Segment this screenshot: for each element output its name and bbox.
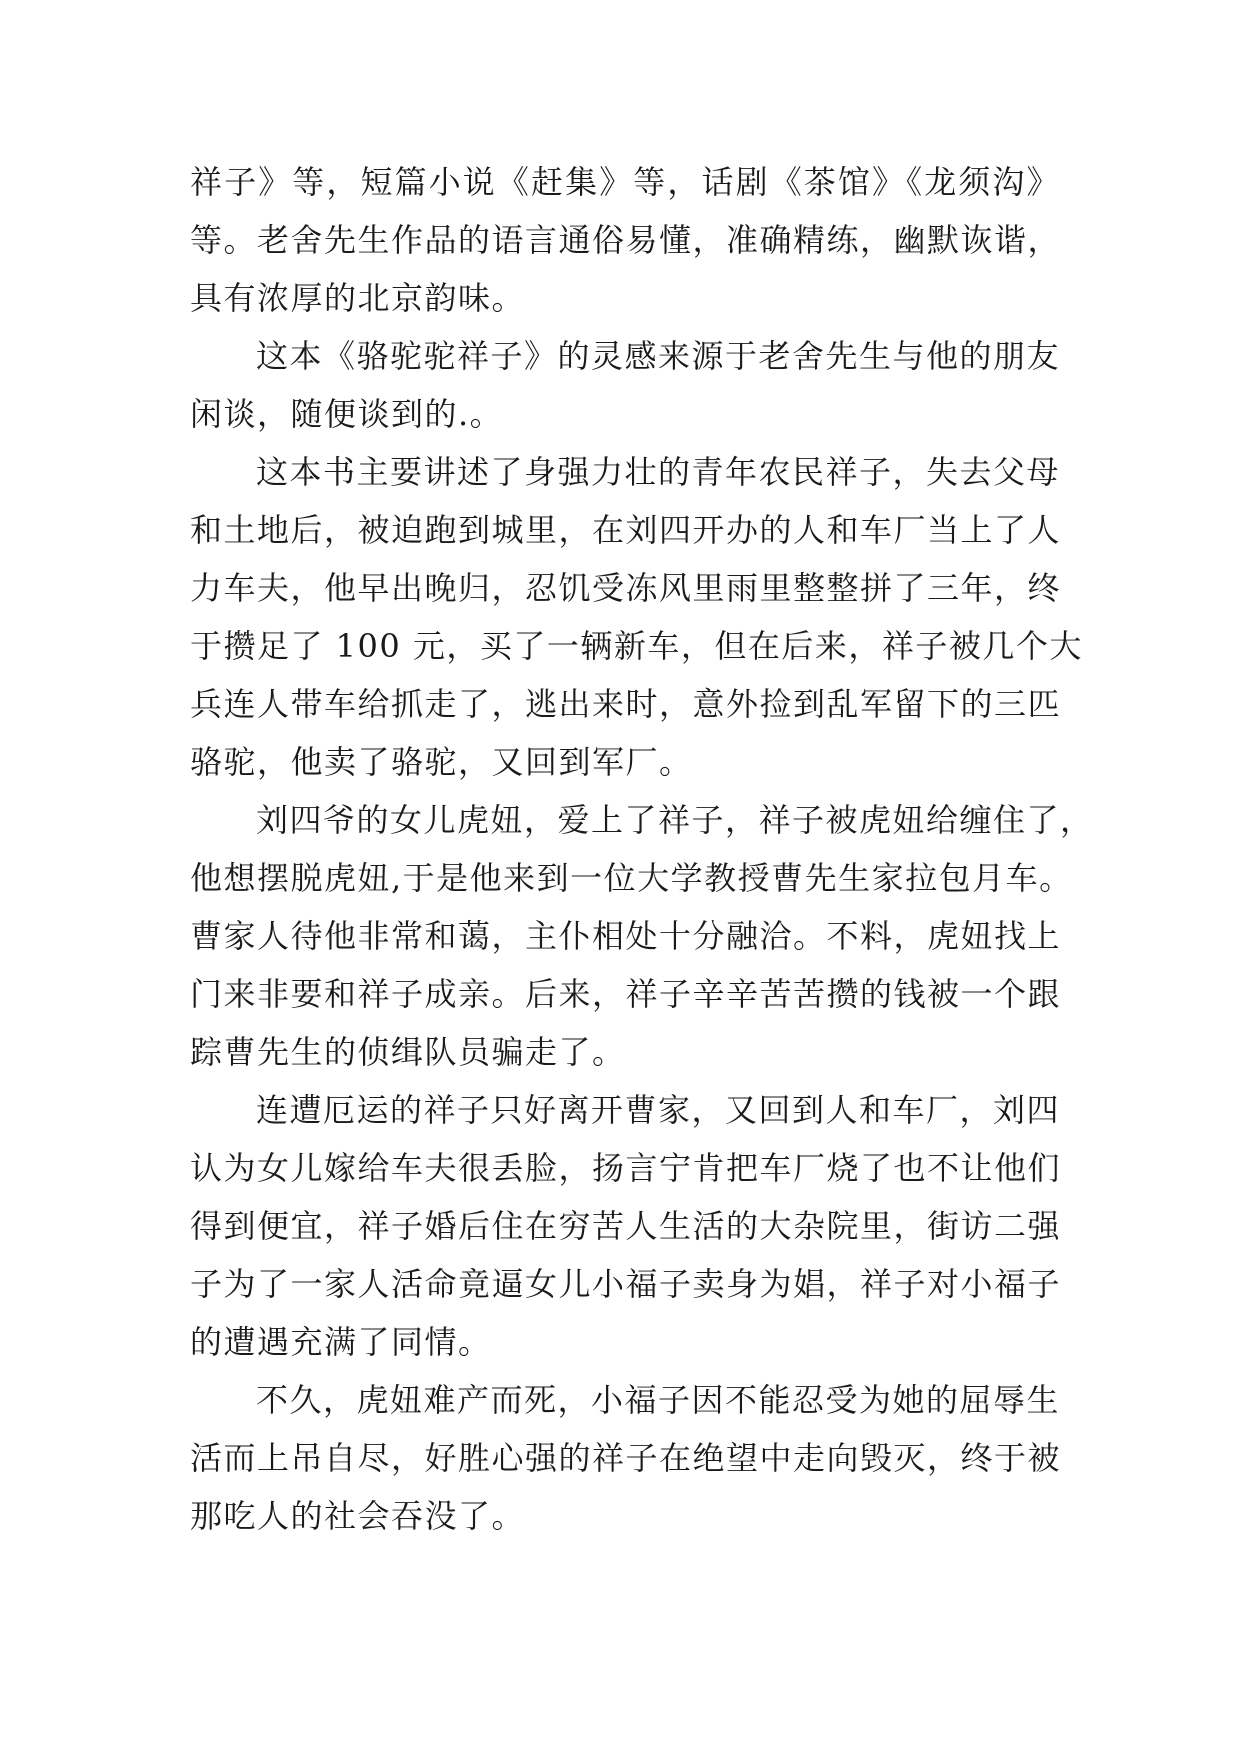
document-body (190, 153, 1094, 1545)
text-line: 活而上吊自尽，好胜心强的祥子在绝望中走向毁灭，终于被 (190, 1439, 1062, 1477)
text-line: 得到便宜，祥子婚后住在穷苦人生活的大杂院里，街访二强 (190, 1207, 1062, 1245)
paragraph-first-line: 这本《骆驼驼祥子》的灵感来源于老舍先生与他的朋友 (256, 337, 1061, 375)
text-line: 闲谈，随便谈到的.。 (190, 395, 504, 433)
text-line: 骆驼，他卖了骆驼，又回到军厂。 (190, 743, 693, 781)
text-line: 等。老舍先生作品的语言通俗易懂，准确精练，幽默诙谐， (190, 221, 1062, 259)
text-line: 力车夫，他早出晚归，忍饥受冻风里雨里整整拼了三年，终 (190, 569, 1062, 607)
text-line: 踪曹先生的侦缉队员骗走了。 (190, 1033, 626, 1071)
text-line: 认为女儿嫁给车夫很丢脸，扬言宁肯把车厂烧了也不让他们 (190, 1149, 1062, 1187)
paragraph-first-line: 不久，虎妞难产而死，小福子因不能忍受为她的屈辱生 (256, 1381, 1061, 1419)
text-line: 和土地后，被迫跑到城里，在刘四开办的人和车厂当上了人 (190, 511, 1062, 549)
text-line: 曹家人待他非常和蔼，主仆相处十分融洽。不料，虎妞找上 (190, 917, 1062, 955)
text-line: 子为了一家人活命竟逼女儿小福子卖身为娼，祥子对小福子 (190, 1265, 1062, 1303)
text-line: 门来非要和祥子成亲。后来，祥子辛辛苦苦攒的钱被一个跟 (190, 975, 1062, 1013)
text-line: 于攒足了 100 元，买了一辆新车，但在后来，祥子被几个大 (190, 627, 1083, 665)
text-line: 他想摆脱虎妞,于是他来到一位大学教授曹先生家拉包月车。 (190, 859, 1073, 897)
text-line: 的遭遇充满了同情。 (190, 1323, 492, 1361)
paragraph-first-line: 这本书主要讲述了身强力壮的青年农民祥子，失去父母 (256, 453, 1061, 491)
text-line: 兵连人带车给抓走了，逃出来时，意外捡到乱军留下的三匹 (190, 685, 1062, 723)
paragraph-first-line: 刘四爷的女儿虎妞，爱上了祥子，祥子被虎妞给缠住了， (256, 801, 1094, 839)
text-line: 那吃人的社会吞没了。 (190, 1497, 526, 1535)
text-line: 具有浓厚的北京韵味。 (190, 279, 526, 317)
paragraph-first-line: 连遭厄运的祥子只好离开曹家，又回到人和车厂，刘四 (256, 1091, 1061, 1129)
text-line: 祥子》等，短篇小说《赶集》等，话剧《茶馆》《龙须沟》 (190, 163, 1060, 201)
